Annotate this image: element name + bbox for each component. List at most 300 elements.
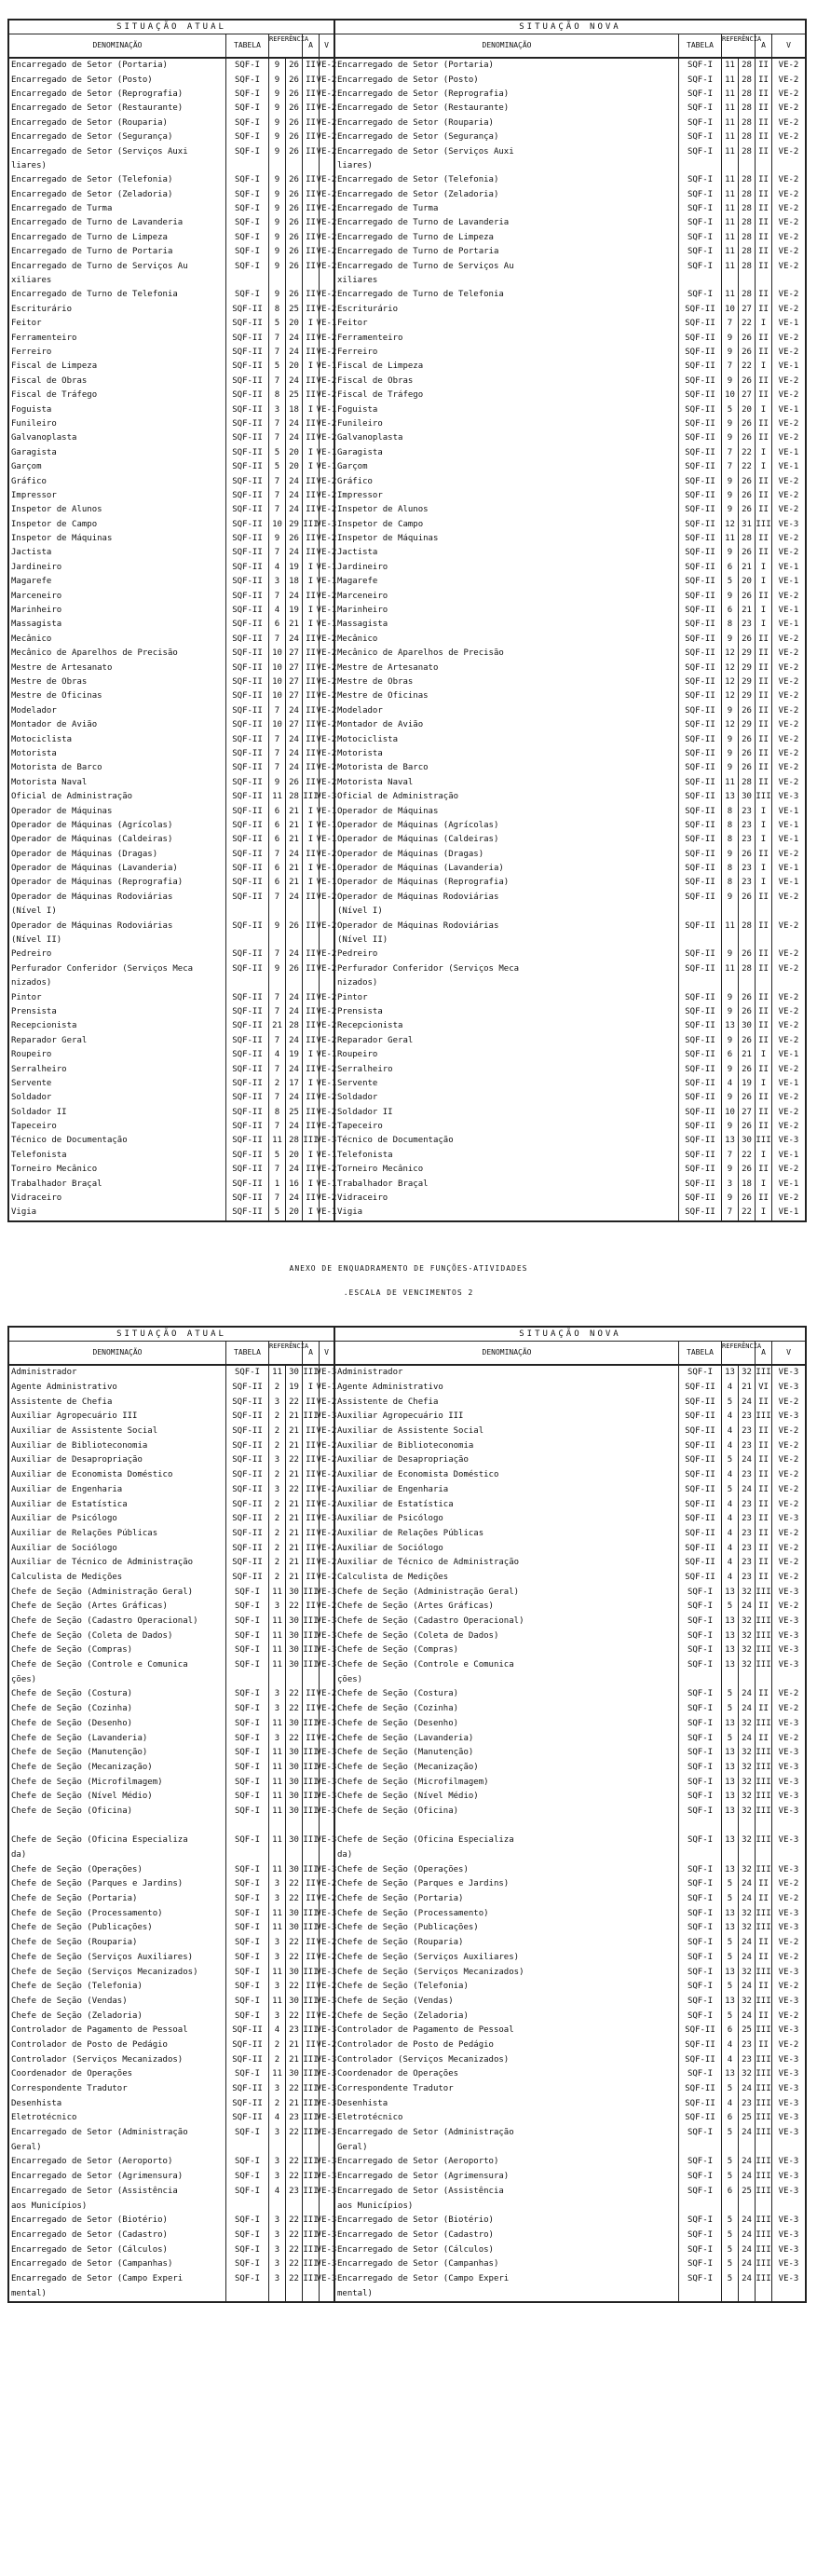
table-row: [9, 1819, 805, 1833]
cell-tabela: SQF-II: [225, 317, 268, 331]
cell-v-nova: VE-2: [771, 704, 805, 718]
cell-denominacao-nova: Auxiliar de Sociólogo: [334, 1541, 678, 1556]
table-row: [9, 2170, 805, 2185]
cell-denominacao-nova: Roupeiro: [334, 1048, 678, 1062]
cell-tabela: SQF-I: [225, 130, 268, 144]
cell-denominacao: Chefe de Seção (Processamento): [11, 1908, 163, 1918]
table-row: [9, 661, 805, 675]
table-row: [9, 1600, 805, 1615]
cell-ini: 7: [268, 1192, 285, 1206]
cell-tabela-nova: SQF-II: [678, 2038, 721, 2053]
cell-a-nova: II: [755, 1424, 771, 1439]
cell-tabela-nova: SQF-II: [678, 2082, 721, 2097]
cell-ini: 2: [268, 1381, 285, 1396]
cell-ini-nova: 11: [721, 216, 738, 230]
cell-fin-nova: 21: [738, 1381, 755, 1396]
cell-tabela: SQF-II: [225, 1453, 268, 1468]
table-row: [9, 288, 805, 302]
cell-fin: 26: [285, 962, 302, 976]
cell-v-nova: VE-2: [771, 1687, 805, 1702]
cell-denominacao-nova: xiliares: [334, 274, 678, 288]
cell-v-nova: [771, 1672, 805, 1687]
cell-tabela: SQF-II: [225, 732, 268, 746]
cell-tabela: SQF-II: [225, 1395, 268, 1410]
cell-tabela: SQF-II: [225, 689, 268, 703]
cell-tabela: SQF-II: [225, 633, 268, 647]
table-row: [9, 1468, 805, 1483]
cell-ini-nova: 9: [721, 375, 738, 388]
col-referencia-label: REFERÊNCIA: [269, 1343, 309, 1350]
cell-v-nova: VE-2: [771, 216, 805, 230]
cell-ini: 8: [268, 388, 285, 402]
cell-tabela: SQF-II: [225, 503, 268, 517]
cell-denominacao-nova: Fiscal de Obras: [334, 375, 678, 388]
cell-denominacao: Vidraceiro: [11, 1193, 62, 1204]
cell-v: VE-2: [319, 1395, 334, 1410]
cell-fin: 30: [285, 1615, 302, 1629]
cell-ini: 7: [268, 331, 285, 345]
cell-fin: 24: [285, 990, 302, 1004]
col-denominacao: DENOMINAÇÃO: [92, 1348, 143, 1356]
table-row: [9, 962, 805, 976]
cell-ini: 7: [268, 847, 285, 861]
table-row: [9, 1717, 805, 1732]
cell-denominacao: Mestre de Artesanato: [11, 662, 113, 673]
cell-v: VE-2: [319, 130, 334, 144]
cell-v: VE-3: [319, 1512, 334, 1527]
cell-a: II: [302, 130, 319, 144]
cell-ini-nova: 9: [721, 1120, 738, 1134]
cell-v-nova: VE-1: [771, 862, 805, 876]
cell-v: VE-3: [319, 2214, 334, 2228]
cell-denominacao: Encarregado de Setor (Aeroporto): [11, 2157, 173, 2167]
cell-fin: 22: [285, 2170, 302, 2185]
table-row: [9, 1936, 805, 1951]
cell-v-nova: VE-3: [771, 2052, 805, 2067]
cell-ini-nova: 5: [721, 1483, 738, 1498]
cell-v: VE-2: [319, 503, 334, 517]
cell-fin-nova: 32: [738, 1995, 755, 2010]
cell-fin: 22: [285, 1936, 302, 1951]
cell-ini: 9: [268, 259, 285, 273]
cell-a: II: [302, 59, 319, 73]
cell-ini-nova: 5: [721, 1877, 738, 1892]
cell-ini: 2: [268, 1468, 285, 1483]
cell-tabela-nova: SQF-I: [678, 1366, 721, 1381]
cell-denominacao-nova: Controlador de Pagamento de Pessoal: [334, 2024, 678, 2038]
table-row: [9, 1980, 805, 1995]
cell-a-nova: III: [755, 518, 771, 532]
cell-tabela: SQF-I: [225, 116, 268, 130]
cell-v-nova: VE-3: [771, 1805, 805, 1820]
col-denominacao-nova: DENOMINAÇÃO: [334, 34, 678, 57]
cell-v-nova: VE-1: [771, 446, 805, 460]
cell-fin-nova: [738, 1848, 755, 1863]
cell-fin-nova: 26: [738, 431, 755, 445]
cell-ini-nova: 5: [721, 1951, 738, 1966]
col-referencia: [268, 1342, 309, 1364]
table-row: [9, 2272, 805, 2287]
cell-fin-nova: 21: [738, 604, 755, 618]
cell-denominacao: Operador de Máquinas (Dragas): [11, 849, 158, 859]
cell-tabela: SQF-II: [225, 2052, 268, 2067]
cell-tabela: SQF-II: [225, 1571, 268, 1586]
cell-tabela-nova: SQF-II: [678, 1483, 721, 1498]
cell-fin: 18: [285, 575, 302, 589]
cell-tabela: SQF-II: [225, 1438, 268, 1453]
cell-tabela-nova: SQF-II: [678, 1048, 721, 1062]
cell-fin: 22: [285, 2082, 302, 2097]
table-row: [9, 1790, 805, 1805]
cell-fin-nova: 26: [738, 891, 755, 905]
cell-tabela-nova: SQF-II: [678, 919, 721, 933]
cell-tabela-nova: SQF-I: [678, 173, 721, 187]
cell-tabela-nova: SQF-I: [678, 2009, 721, 2024]
cell-denominacao: Encarregado de Setor (Telefonia): [11, 175, 173, 185]
cell-denominacao-nova: Mecânico de Aparelhos de Precisão: [334, 647, 678, 661]
cell-tabela-nova: SQF-I: [678, 1731, 721, 1746]
cell-denominacao-nova: Auxiliar de Engenharia: [334, 1483, 678, 1498]
cell-denominacao: Encarregado de Setor (Cálculos): [11, 2244, 168, 2255]
cell-denominacao-nova: Auxiliar de Estatística: [334, 1497, 678, 1512]
table-row: [9, 375, 805, 388]
cell-v-nova: VE-2: [771, 1600, 805, 1615]
cell-tabela-nova: SQF-II: [678, 747, 721, 761]
cell-v: VE-3: [319, 2272, 334, 2287]
cell-tabela: SQF-II: [225, 561, 268, 575]
cell-ini: 3: [268, 1600, 285, 1615]
cell-v-nova: VE-2: [771, 1395, 805, 1410]
cell-denominacao-nova: Vigia: [334, 1206, 678, 1220]
cell-tabela: SQF-II: [225, 589, 268, 603]
cell-fin: 24: [285, 331, 302, 345]
cell-a: [302, 274, 319, 288]
table-row: [9, 1453, 805, 1468]
table-row: [9, 88, 805, 102]
cell-a-nova: II: [755, 1005, 771, 1019]
cell-ini: 7: [268, 1120, 285, 1134]
cell-tabela-nova: SQF-I: [678, 1906, 721, 1921]
cell-denominacao-nova: Operador de Máquinas (Dragas): [334, 847, 678, 861]
cell-v: VE-2: [319, 647, 334, 661]
cell-denominacao-nova: Desenhista: [334, 2096, 678, 2111]
cell-fin: 26: [285, 532, 302, 546]
table-row: [9, 518, 805, 532]
cell-denominacao: (Nível I): [11, 906, 57, 917]
cell-a-nova: II: [755, 59, 771, 73]
cell-tabela-nova: [678, 905, 721, 919]
cell-denominacao: Eletrotécnico: [11, 2113, 77, 2123]
cell-ini: 3: [268, 2272, 285, 2287]
cell-tabela-nova: SQF-II: [678, 375, 721, 388]
cell-a-nova: II: [755, 1062, 771, 1076]
cell-a-nova: [755, 1819, 771, 1833]
cell-ini: 3: [268, 1395, 285, 1410]
cell-ini: 7: [268, 474, 285, 488]
cell-denominacao-nova: Chefe de Seção (Serviços Auxiliares): [334, 1951, 678, 1966]
cell-tabela-nova: SQF-II: [678, 833, 721, 847]
cell-denominacao-nova: Perfurador Conferidor (Serviços Meca: [334, 962, 678, 976]
cell-tabela-nova: SQF-II: [678, 561, 721, 575]
cell-v: VE-2: [319, 689, 334, 703]
cell-ini: 11: [268, 1761, 285, 1776]
cell-a-nova: II: [755, 962, 771, 976]
cell-a: II: [302, 589, 319, 603]
cell-v: VE-3: [319, 2126, 334, 2141]
cell-tabela: SQF-II: [225, 847, 268, 861]
cell-denominacao: Chefe de Seção (Mecanização): [11, 1762, 153, 1772]
cell-ini-nova: 11: [721, 102, 738, 116]
cell-v-nova: VE-3: [771, 2272, 805, 2287]
cell-denominacao: Chefe de Seção (Oficina): [11, 1806, 133, 1816]
cell-a-nova: II: [755, 431, 771, 445]
cell-tabela: [225, 274, 268, 288]
cell-ini-nova: 5: [721, 1980, 738, 1995]
cell-v: VE-3: [319, 1134, 334, 1148]
cell-denominacao: Motorista Naval: [11, 777, 88, 787]
cell-fin-nova: 23: [738, 1571, 755, 1586]
cell-denominacao-nova: Chefe de Seção (Artes Gráficas): [334, 1600, 678, 1615]
cell-fin: 24: [285, 375, 302, 388]
cell-fin: 20: [285, 317, 302, 331]
cell-a: III: [302, 1921, 319, 1936]
cell-tabela: SQF-II: [225, 1177, 268, 1191]
cell-fin-nova: 27: [738, 303, 755, 317]
cell-v-nova: [771, 274, 805, 288]
cell-tabela: SQF-I: [225, 88, 268, 102]
cell-tabela-nova: SQF-II: [678, 1541, 721, 1556]
cell-v-nova: VE-3: [771, 2185, 805, 2200]
cell-v: VE-3: [319, 1965, 334, 1980]
cell-tabela: SQF-II: [225, 1077, 268, 1091]
cell-v: VE-2: [319, 1034, 334, 1048]
cell-v-nova: VE-3: [771, 1366, 805, 1381]
col-referencia-nova-label: REFERÊNCIA: [722, 1343, 762, 1350]
cell-ini-nova: [721, 159, 738, 173]
cell-fin: 22: [285, 1731, 302, 1746]
cell-v-nova: [771, 905, 805, 919]
table-row: [9, 116, 805, 130]
cell-denominacao-nova: Pedreiro: [334, 947, 678, 961]
cell-v: VE-3: [319, 2111, 334, 2126]
cell-a-nova: II: [755, 116, 771, 130]
col-referencia: [268, 34, 309, 57]
cell-ini-nova: 7: [721, 317, 738, 331]
cell-fin-nova: 18: [738, 1177, 755, 1191]
cell-a: II: [302, 1453, 319, 1468]
cell-v: VE-2: [319, 847, 334, 861]
cell-tabela: SQF-II: [225, 704, 268, 718]
cell-v: VE-3: [319, 1790, 334, 1805]
cell-fin: 30: [285, 1775, 302, 1790]
table-row: [9, 2286, 805, 2301]
cell-v: VE-2: [319, 1106, 334, 1120]
cell-tabela-nova: SQF-II: [678, 847, 721, 861]
cell-denominacao-nova: Técnico de Documentação: [334, 1134, 678, 1148]
cell-a: [302, 1819, 319, 1833]
cell-fin: 22: [285, 2257, 302, 2272]
cell-v-nova: VE-3: [771, 1643, 805, 1658]
cell-tabela: SQF-I: [225, 1936, 268, 1951]
cell-fin-nova: 28: [738, 59, 755, 73]
cell-tabela-nova: SQF-II: [678, 589, 721, 603]
cell-v-nova: VE-2: [771, 747, 805, 761]
cell-v-nova: VE-2: [771, 231, 805, 245]
cell-tabela-nova: SQF-I: [678, 1892, 721, 1907]
cell-fin: [285, 274, 302, 288]
cell-a: II: [302, 1424, 319, 1439]
cell-fin: 22: [285, 1702, 302, 1717]
cell-a: II: [302, 1395, 319, 1410]
cell-a: II: [302, 331, 319, 345]
cell-denominacao-nova: Encarregado de Setor (Zeladoria): [334, 188, 678, 202]
cell-v-nova: VE-2: [771, 346, 805, 360]
cell-fin: 30: [285, 1862, 302, 1877]
cell-denominacao: Feitor: [11, 319, 42, 329]
cell-denominacao-nova: Chefe de Seção (Portaria): [334, 1892, 678, 1907]
cell-fin-nova: 23: [738, 1497, 755, 1512]
cell-ini: 7: [268, 1091, 285, 1105]
cell-v: VE-2: [319, 704, 334, 718]
cell-denominacao: Recepcionista: [11, 1021, 77, 1031]
cell-tabela: SQF-II: [225, 2111, 268, 2126]
cell-denominacao: Chefe de Seção (Coleta de Dados): [11, 1630, 173, 1641]
cell-v: VE-3: [319, 2096, 334, 2111]
cell-ini-nova: 9: [721, 589, 738, 603]
cell-v-nova: VE-3: [771, 1629, 805, 1643]
cell-a-nova: II: [755, 1600, 771, 1615]
table-row: [9, 130, 805, 144]
col-v: V: [319, 34, 334, 57]
cell-denominacao: Inspetor de Máquinas: [11, 534, 113, 544]
cell-denominacao-nova: Operador de Máquinas Rodoviárias: [334, 891, 678, 905]
cell-fin: 26: [285, 259, 302, 273]
cell-ini: 2: [268, 1424, 285, 1439]
cell-ini: 2: [268, 1541, 285, 1556]
cell-v: VE-1: [319, 1149, 334, 1163]
table-row: [9, 2228, 805, 2243]
cell-ini: 3: [268, 1453, 285, 1468]
cell-v-nova: VE-3: [771, 1134, 805, 1148]
cell-denominacao-nova: Foguista: [334, 402, 678, 416]
cell-tabela: SQF-I: [225, 1995, 268, 2010]
cell-a: II: [302, 489, 319, 503]
table-row: [9, 790, 805, 804]
cell-ini-nova: 9: [721, 847, 738, 861]
cell-tabela-nova: SQF-I: [678, 1805, 721, 1820]
cell-v-nova: VE-1: [771, 1206, 805, 1220]
cell-a-nova: II: [755, 1192, 771, 1206]
cell-tabela-nova: SQF-II: [678, 776, 721, 790]
cell-a-nova: [755, 159, 771, 173]
cell-tabela-nova: SQF-II: [678, 1019, 721, 1033]
cell-ini: 7: [268, 891, 285, 905]
cell-fin-nova: 26: [738, 1034, 755, 1048]
cell-ini-nova: 10: [721, 1106, 738, 1120]
cell-fin-nova: 23: [738, 2096, 755, 2111]
caption-anexo: ANEXO DE ENQUADRAMENTO DE FUNÇÕES-ATIVIDADES: [289, 1264, 528, 1273]
table-row: [9, 1658, 805, 1673]
cell-a: II: [302, 847, 319, 861]
cell-fin: 30: [285, 1585, 302, 1600]
cell-tabela-nova: SQF-I: [678, 2170, 721, 2185]
cell-denominacao: Auxiliar de Estatística: [11, 1499, 128, 1509]
cell-tabela-nova: SQF-II: [678, 1192, 721, 1206]
cell-a-nova: III: [755, 1995, 771, 2010]
cell-fin: 30: [285, 1906, 302, 1921]
cell-a: III: [302, 2185, 319, 2200]
cell-v-nova: VE-2: [771, 1192, 805, 1206]
cell-a: II: [302, 188, 319, 202]
cell-ini-nova: 13: [721, 1921, 738, 1936]
cell-tabela: SQF-I: [225, 2185, 268, 2200]
cell-tabela: SQF-II: [225, 1381, 268, 1396]
cell-denominacao-nova: Encarregado de Setor (Cadastro): [334, 2228, 678, 2243]
cell-tabela: SQF-I: [225, 1775, 268, 1790]
table-row: [9, 1438, 805, 1453]
cell-a-nova: VI: [755, 1381, 771, 1396]
cell-v-nova: VE-3: [771, 2170, 805, 2185]
cell-tabela: SQF-II: [225, 1192, 268, 1206]
cell-denominacao-nova: Inspetor de Alunos: [334, 503, 678, 517]
cell-tabela-nova: SQF-II: [678, 1062, 721, 1076]
cell-fin: 21: [285, 2038, 302, 2053]
cell-ini-nova: 6: [721, 2111, 738, 2126]
cell-v: VE-3: [319, 1410, 334, 1424]
cell-fin-nova: 26: [738, 947, 755, 961]
cell-tabela-nova: SQF-II: [678, 661, 721, 675]
col-tabela: TABELA: [225, 34, 268, 57]
cell-tabela-nova: SQF-I: [678, 1585, 721, 1600]
table-row: [9, 446, 805, 460]
cell-ini-nova: 13: [721, 1833, 738, 1848]
cell-fin-nova: 26: [738, 847, 755, 861]
cell-tabela: SQF-I: [225, 1805, 268, 1820]
cell-ini: 9: [268, 776, 285, 790]
table-row: [9, 1556, 805, 1571]
cell-a-nova: II: [755, 891, 771, 905]
cell-denominacao: Controlador de Posto de Pedágio: [11, 2039, 168, 2050]
table-row: [9, 1702, 805, 1717]
cell-a-nova: II: [755, 647, 771, 661]
cell-denominacao-nova: Escriturário: [334, 303, 678, 317]
cell-fin: 17: [285, 1077, 302, 1091]
cell-ini: 6: [268, 862, 285, 876]
cell-denominacao: Encarregado de Turno de Serviços Au: [11, 261, 188, 271]
cell-ini: 2: [268, 1571, 285, 1586]
cell-a-nova: II: [755, 1395, 771, 1410]
cell-a-nova: II: [755, 1877, 771, 1892]
table-row: [9, 1995, 805, 2010]
cell-tabela: SQF-II: [225, 761, 268, 775]
cell-fin: 26: [285, 231, 302, 245]
cell-tabela-nova: SQF-II: [678, 1571, 721, 1586]
cell-fin: 30: [285, 1717, 302, 1732]
cell-a-nova: III: [755, 790, 771, 804]
cell-ini-nova: 11: [721, 116, 738, 130]
cell-v: VE-2: [319, 1571, 334, 1586]
cell-fin-nova: 20: [738, 575, 755, 589]
cell-v: VE-2: [319, 546, 334, 560]
cell-fin-nova: 32: [738, 1965, 755, 1980]
cell-v: VE-2: [319, 747, 334, 761]
cell-tabela: SQF-II: [225, 604, 268, 618]
cell-denominacao-nova: Recepcionista: [334, 1019, 678, 1033]
cell-fin: 30: [285, 1746, 302, 1761]
cell-fin-nova: 28: [738, 188, 755, 202]
cell-fin-nova: 24: [738, 2228, 755, 2243]
table-row: [9, 331, 805, 345]
